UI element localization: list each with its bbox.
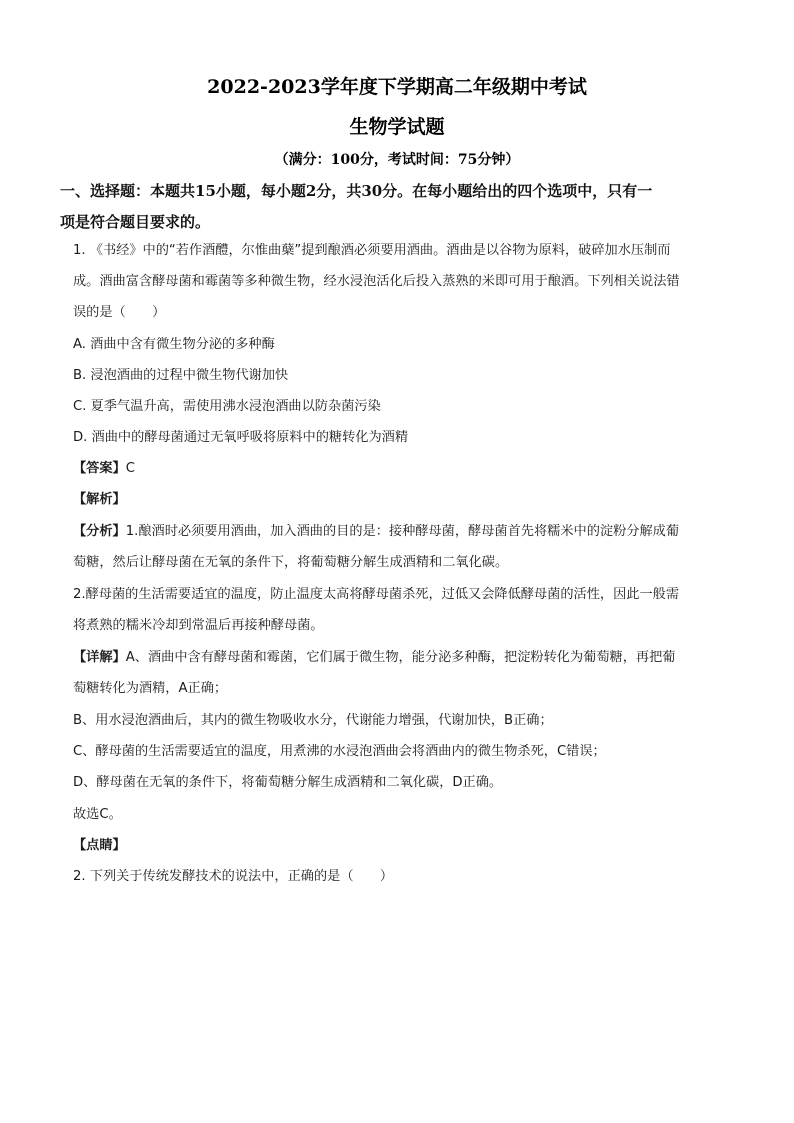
q1-xiangjie-line4: C、酵母菌的生活需要适宜的温度，用煮沸的水浸泡酒曲会将酒曲内的微生物杀死，C错误； <box>73 744 606 759</box>
q1-analysis-heading <box>73 490 753 510</box>
section-heading-line1: 一、选择题：本题共15小题，每小题2分，共30分。在每小题给出的四个选项中，只有一 <box>60 182 653 200</box>
answer-tag: 【答案】 <box>73 461 126 476</box>
q1-option-d: D. 酒曲中的酵母菌通过无氧呼吸将原料中的糖转化为酒精 <box>73 430 409 445</box>
q1-dianjing <box>73 836 753 856</box>
analysis-tag: 【解析】 <box>73 492 126 507</box>
xiangjie-text1: A、酒曲中含有酵母菌和霉菌，它们属于微生物，能分泌多种酶，把淀粉转化为葡萄糖，再把葡 <box>125 650 676 665</box>
fenxi-text1: 1.酿酒时必须要用酒曲，加入酒曲的目的是：接种酵母菌，酵母菌首先将糯米中的淀粉分解成葡 <box>125 524 680 539</box>
q1-xiangjie-line3: B、用水浸泡酒曲后，其内的微生物吸收水分，代谢能力增强，代谢加快，B正确； <box>73 713 553 728</box>
q1-xiangjie-line5: D、酵母菌在无氧的条件下，将葡萄糖分解生成酒精和二氧化碳，D正确。 <box>73 775 503 790</box>
fenxi-tag: 【分析】 <box>73 524 126 539</box>
q1-fenxi-line3: 2.酵母菌的生活需要适宜的温度，防止温度太高将酵母菌杀死，过低又会降低酵母菌的活性，因此一般需 <box>73 587 680 602</box>
exam-title: 2022-2023学年度下学期高二年级期中考试 <box>207 76 587 98</box>
dianjing-tag: 【点睛】 <box>73 838 126 853</box>
q1-option-b: B. 浸泡酒曲的过程中微生物代谢加快 <box>73 368 289 383</box>
q1-stem-line1: 1. 《书经》中的“若作酒醴，尔惟曲蘖”提到酿酒必须要用酒曲。酒曲是以谷物为原料，破碎加水压制而 <box>73 243 671 258</box>
q1-fenxi-line2: 萄糖，然后让酵母菌在无氧的条件下，将葡萄糖分解生成酒精和二氧化碳。 <box>73 555 509 570</box>
subject-title: 生物学试题 <box>349 116 445 138</box>
q1-fenxi-line1 <box>73 522 753 542</box>
q1-answer <box>73 459 753 479</box>
exam-info: （满分：100分，考试时间：75分钟） <box>274 152 520 168</box>
section-heading-line2: 项是符合题目要求的。 <box>60 213 211 231</box>
q1-option-a: A. 酒曲中含有微生物分泌的多种酶 <box>73 337 275 352</box>
q1-stem-line2: 成。酒曲富含酵母菌和霉菌等多种微生物，经水浸泡活化后投入蒸熟的米即可用于酿酒。下列相关说法错 <box>73 274 680 289</box>
q1-stem-line3: 误的是（ ） <box>73 305 166 320</box>
q1-xiangjie-line2: 萄糖转化为酒精，A正确； <box>73 681 228 696</box>
answer-value: C <box>125 461 135 476</box>
q1-option-c: C. 夏季气温升高，需使用沸水浸泡酒曲以防杂菌污染 <box>73 399 381 414</box>
q2-stem: 2. 下列关于传统发酵技术的说法中，正确的是（ ） <box>73 869 394 884</box>
q1-fenxi-line4: 将煮熟的糯米冷却到常温后再接种酵母菌。 <box>73 618 324 633</box>
xiangjie-tag: 【详解】 <box>73 650 126 665</box>
q1-conclusion: 故选C。 <box>73 807 122 822</box>
q1-xiangjie-line1 <box>73 648 753 668</box>
